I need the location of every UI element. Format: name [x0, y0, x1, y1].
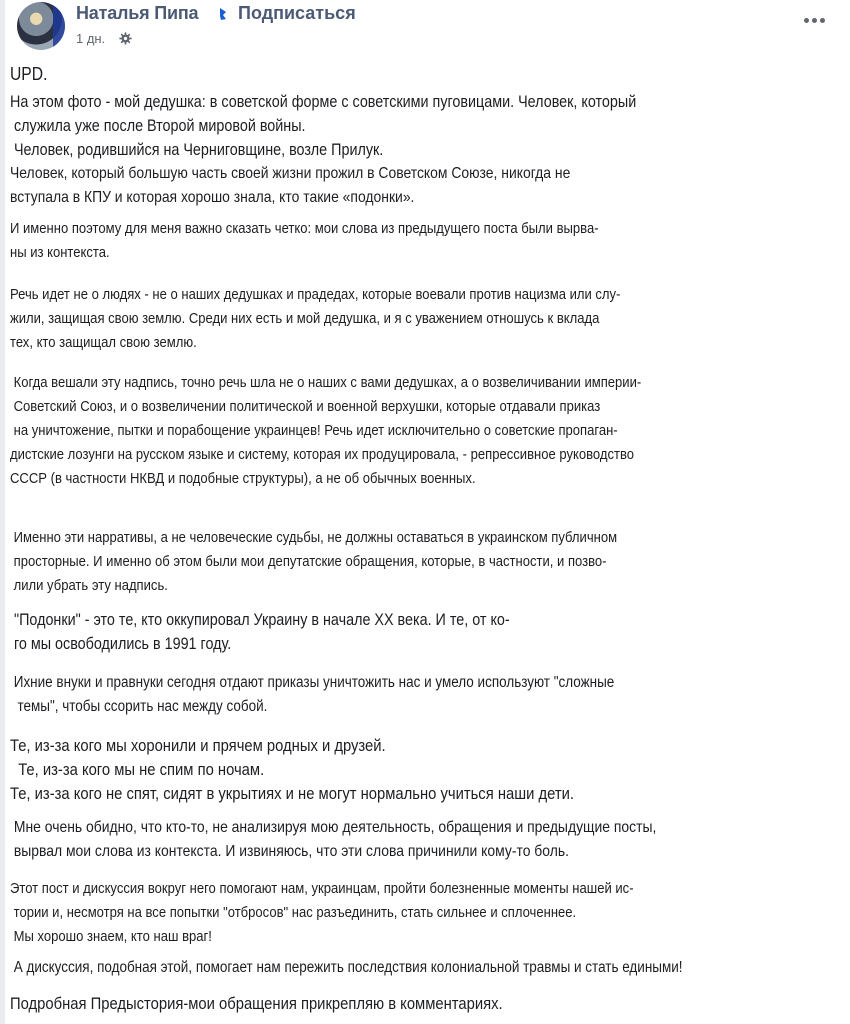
- post-line: Человек, родившийся на Черниговщине, возле Прилук.: [10, 141, 384, 159]
- post-line: жили, защищая свою землю. Среди них есть и мой дедушка, и я с уважением отношусь к вклада: [10, 310, 600, 327]
- post-line: Те, из-за кого мы хоронили и прячем родных и друзей.: [10, 736, 386, 755]
- post-paragraph: [10, 162, 570, 210]
- post-line: Речь идет не о людях - не о наших дедушках и прадедах, которые воевали против нацизма или слу-: [10, 286, 621, 303]
- post-line: На этом фото - мой дедушка: в советской форме с советскими пуговицами. Человек, который: [10, 93, 637, 111]
- follow-icon: [218, 7, 228, 21]
- post-paragraph: [10, 992, 503, 1016]
- post-line: служила уже после Второй мировой войны.: [10, 117, 306, 135]
- post-line: тех, кто защищал свою землю.: [10, 334, 197, 351]
- timestamp[interactable]: 1 дн.: [76, 31, 106, 46]
- post-paragraph: [10, 371, 641, 491]
- post-meta: [76, 31, 132, 46]
- post-line: Те, из-за кого не спят, сидят в укрытиях и не могут нормально учиться наши дети.: [10, 784, 574, 803]
- post-line: Человек, который большую часть своей жизни прожил в Советском Союзе, никогда не: [10, 165, 571, 182]
- post-line: на уничтожение, пытки и порабощение украинцев! Речь идет исключительно о советские пропаган-: [10, 422, 618, 439]
- gear-icon[interactable]: [119, 32, 132, 45]
- post-line: ны из контекста.: [10, 244, 110, 261]
- post-line: темы", чтобы ссорить нас между собой.: [10, 698, 268, 715]
- post-line: вступала в КПУ и которая хорошо знала, кто такие «подонки».: [10, 189, 415, 206]
- post-line: "Подонки" - это те, кто оккупировал Украину в начале ХХ века. И те, от ко-: [10, 611, 510, 629]
- post-line: Мне очень обидно, что кто-то, не анализируя мою деятельность, обращения и предыдущие посты,: [10, 819, 657, 836]
- post-line: Именно эти нарративы, а не человеческие судьбы, не должны оставаться в украинском публичном: [10, 529, 618, 546]
- post-line: UPD.: [10, 64, 48, 84]
- post-line: Те, из-за кого мы не спим по ночам.: [10, 760, 265, 779]
- post-line: СССР (в частности НКВД и подобные структуры), а не об обычных военных.: [10, 470, 476, 487]
- left-border: [0, 0, 5, 1024]
- post-paragraph: [10, 877, 634, 949]
- post-paragraph: [10, 816, 656, 864]
- post-line: Подробная Предыстория-мои обращения прикрепляю в комментариях.: [10, 994, 503, 1013]
- post-line: Мы хорошо знаем, кто наш враг!: [10, 928, 212, 945]
- post-line: Когда вешали эту надпись, точно речь шла не о наших с вами дедушках, а о возвеличивании империи-: [10, 374, 642, 391]
- follow-button[interactable]: [218, 3, 356, 24]
- post-paragraph: [10, 671, 614, 719]
- follow-label: Подписаться: [238, 3, 356, 23]
- post-line: Советский Союз, и о возвеличении политической и военной верхушки, которые отдавали приказ: [10, 398, 601, 415]
- post-line: Ихние внуки и правнуки сегодня отдают приказы уничтожить нас и умело используют "сложные: [10, 674, 615, 691]
- post-paragraph: [10, 62, 47, 86]
- post-line: просторные. И именно об этом были мои депутатские обращения, которые, в частности, и позво-: [10, 553, 607, 570]
- post-paragraph: [10, 90, 636, 138]
- post-line: тории и, несмотря на все попытки "отбросов" нас разъединить, стать сильнее и сплоченнее.: [10, 904, 577, 921]
- post-line: Этот пост и дискуссия вокруг него помогают нам, украинцам, пройти болезненные моменты нашей ис-: [10, 880, 634, 897]
- post-paragraph: [10, 526, 617, 598]
- post-line: А дискуссия, подобная этой, помогает нам пережить последствия колониальной травмы и стать едиными!: [10, 959, 683, 976]
- post-paragraph: [10, 217, 599, 265]
- post-line: лили убрать эту надпись.: [10, 577, 168, 594]
- post-paragraph: [10, 734, 574, 806]
- post-line: дистские лозунги на русском языке и систему, которая их продуцировала, - репрессивное руководство: [10, 446, 635, 463]
- avatar[interactable]: [17, 2, 65, 50]
- post-paragraph: [10, 283, 620, 355]
- author-name[interactable]: Наталья Пипа: [76, 3, 199, 23]
- post-line: го мы освободились в 1991 году.: [10, 635, 232, 653]
- post-paragraph: [10, 608, 510, 656]
- post-header: [15, 0, 845, 55]
- post-paragraph: [10, 956, 683, 980]
- more-options-icon[interactable]: [804, 18, 825, 23]
- post-line: И именно поэтому для меня важно сказать четко: мои слова из предыдущего поста были вырва-: [10, 220, 599, 237]
- post-line: вырвал мои слова из контекста. И извиняюсь, что эти слова причинили кому-то боль.: [10, 843, 569, 860]
- post-paragraph: [10, 138, 383, 162]
